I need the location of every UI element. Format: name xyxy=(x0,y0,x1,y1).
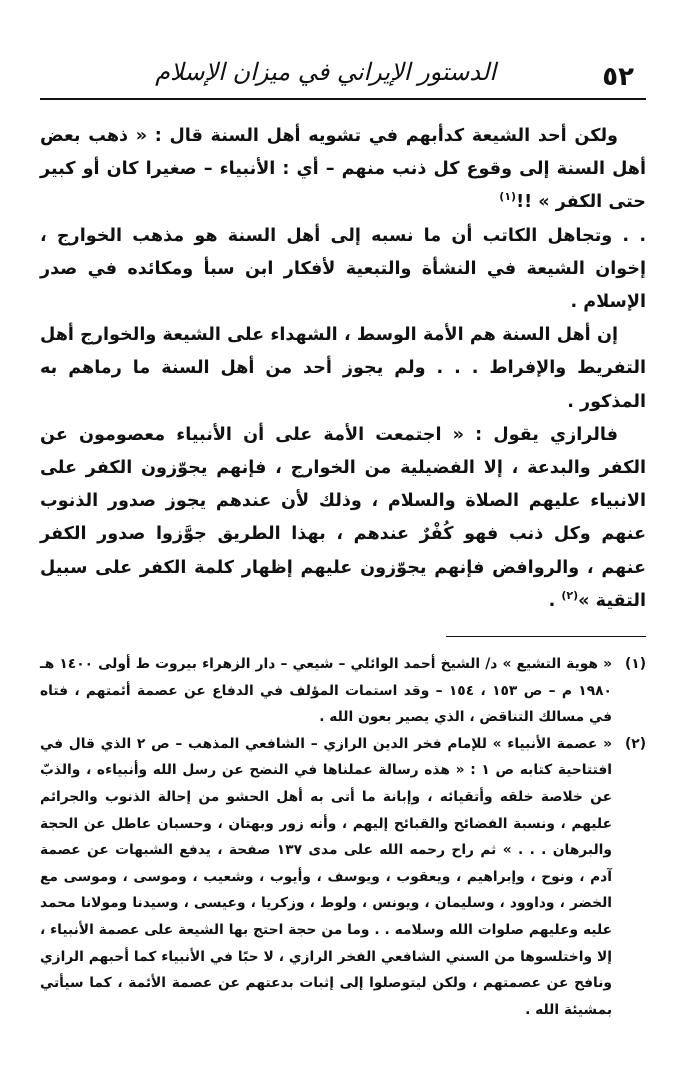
footnotes xyxy=(40,651,646,1023)
paragraph-2: . . وتجاهل الكاتب أن ما نسبه إلى أهل السنة هو مذهب الخوارج ، إخوان الشيعة في النشأة والتبعية لأفكار ابن سبأ ومكائده في صدر الإسلام . xyxy=(40,225,646,313)
footnote-separator xyxy=(446,636,646,637)
footnote-text: « عصمة الأنبياء » للإمام فخر الدين الرازي – الشافعي المذهب – ص ٢ الذي قال في افتتاحية كتابه ص ١ : « هذه رسالة عملناها في النضح عن رسل الله وأنبياءه ، والذبّ عن خلاصة خلقه وأتقيائه ، وإبانة ما أتى به أهل الحشو من إحالة الذنوب والجرائم عليهم ، ونسبة الفضائح والقبائح إليهم ، وأنه زور وبهتان ، وحسبان عاطل عن الحجة والبرهان . . . » ثم راح رحمه الله على مدى ١٣٧ صفحة ، يدفع الشبهات عن عصمة آدم ، ونوح ، وإبراهيم ، ويعقوب ، ويوسف ، وأيوب ، وشعيب ، وموسى ، وموسى مع الخضر ، وداوود ، وسليمان ، ويونس ، ولوط ، وزكريا ، وعيسى ، وسيدنا ومولانا محمد عليه وعليهم صلوات الله وسلامه . . وما من حجة احتج بها الشيعة على عصمة الأنبياء ، إلا واختلسوها من السني الشافعي الفخر الرازي ، لا حبًا في الأنبياء كما أحبهم الرازي ونافح عن عصمتهم ، ولكن ليتوصلوا إلى إثبات بدعتهم عن عصمة الأئمة ، كما سيأتي بمشيئة الله . xyxy=(40,735,612,1018)
running-title: الدستور الإيراني في ميزان الإسلام xyxy=(155,58,496,86)
footnote-ref-2: (٢) xyxy=(561,588,579,602)
footnote-1 xyxy=(40,651,646,731)
footnote-ref-1: (١) xyxy=(499,190,517,204)
footnote-number: (٢) xyxy=(624,735,646,752)
footnote-2 xyxy=(40,731,646,1024)
footnote-number: (١) xyxy=(624,656,646,673)
header-rule xyxy=(40,98,646,100)
paragraph-4-text: فالرازي يقول : « اجتمعت الأمة على أن الأنبياء معصومون عن الكفر والبدعة ، إلا الفضيلية من الخوارج ، فإنهم يجوّزون الكفر على الانبياء عليهم الصلاة والسلام ، وذلك لأن عندهم يجوز صدور الذنوب عنهم وكل ذنب فهو كُفْرٌ عندهم ، بهذا الطريق جوَّزوا صدور الكفر عنهم ، والروافض فإنهم يجوّزون عليهم إظهار كلمة الكفر على سبيل التقية » xyxy=(40,424,646,611)
page-number: ٥٢ xyxy=(602,62,634,92)
main-text xyxy=(40,120,646,618)
paragraph-4-end: . xyxy=(548,590,562,611)
paragraph-3: إن أهل السنة هم الأمة الوسط ، الشهداء على الشيعة والخوارج أهل التفريط والإفراط . . . ولم يجوز أحد من أهل السنة ما رماهم به المذكور . xyxy=(40,325,646,412)
paragraph-4 xyxy=(40,419,646,618)
page-header xyxy=(40,0,646,96)
footnote-text: « هوية التشيع » د/ الشيخ أحمد الوائلي – شيعي – دار الزهراء بيروت ط أولى ١٤٠٠ هـ ١٩٨٠ م – ص ١٥٣ ، ١٥٤ – وقد استمات المؤلف في الدفاع عن عصمة أئمتهم ، فتاه في مسالك التناقض ، الذي يصير بعون الله . xyxy=(40,656,612,726)
paragraph-1-text: ولكن أحد الشيعة كدأبهم في تشويه أهل السنة قال : « ذهب بعض أهل السنة إلى وقوع كل ذنب منهم – أي : الأنبياء – صغيرا كان أو كبير حتى الكفر » !! xyxy=(40,126,646,213)
paragraph-1 xyxy=(40,120,646,220)
